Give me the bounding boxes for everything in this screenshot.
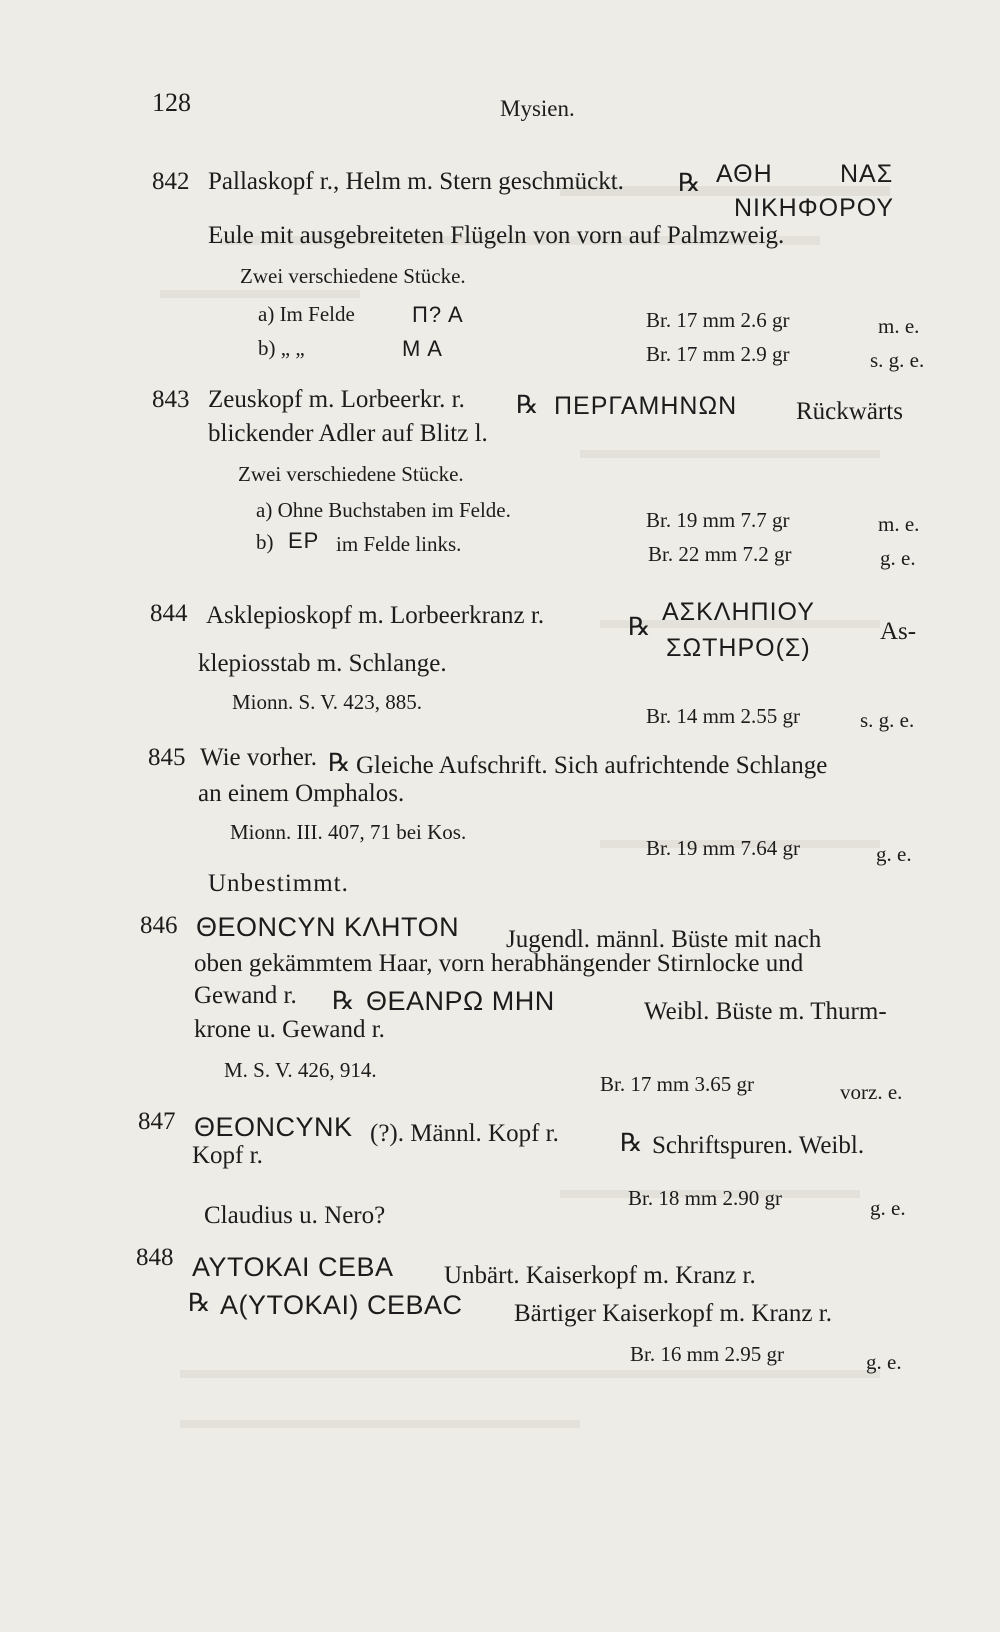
reverse-symbol: ℞ <box>328 750 351 777</box>
entry-text: Gleiche Aufschrift. Sich aufrichtende Schlange <box>356 752 828 779</box>
page-number: 128 <box>152 88 191 117</box>
coin-grade: g. e. <box>876 842 912 866</box>
entry-number: 842 <box>152 168 190 195</box>
entry-number: 845 <box>148 744 186 771</box>
coin-size: Br. 14 mm 2.55 gr <box>646 704 801 728</box>
reverse-symbol: ℞ <box>516 392 539 419</box>
entry-text: Schriftspuren. Weibl. <box>652 1132 865 1159</box>
entry-text: an einem Omphalos. <box>198 780 405 807</box>
coin-grade: g. e. <box>866 1350 902 1374</box>
variant-label: a) Ohne Buchstaben im Felde. <box>256 498 511 522</box>
entry-text: Unbärt. Kaiserkopf m. Kranz r. <box>444 1262 756 1289</box>
entry-text: As- <box>880 618 917 645</box>
entry-text: oben gekämmtem Haar, vorn herabhängender Stirnlocke und <box>194 950 804 977</box>
coin-grade: g. e. <box>870 1196 906 1220</box>
entry-number: 848 <box>136 1244 174 1271</box>
reverse-symbol: ℞ <box>188 1290 211 1317</box>
coin-grade: m. e. <box>878 314 920 338</box>
greek-legend: Π? Α <box>412 302 464 327</box>
entry-text: Rückwärts <box>796 398 903 425</box>
entry-number: 844 <box>150 600 188 627</box>
coin-size: Br. 16 mm 2.95 gr <box>630 1342 785 1366</box>
coin-size: Br. 17 mm 2.9 gr <box>646 342 790 366</box>
entry-text: Gewand r. <box>194 982 297 1009</box>
coin-reference: Mionn. III. 407, 71 bei Kos. <box>230 820 467 844</box>
coin-size: Br. 19 mm 7.64 gr <box>646 836 801 860</box>
entry-number: 843 <box>152 386 190 413</box>
subheading: Claudius u. Nero? <box>204 1202 386 1229</box>
reverse-symbol: ℞ <box>678 170 701 197</box>
coin-grade: s. g. e. <box>870 348 925 372</box>
entry-text: Zeuskopf m. Lorbeerkr. r. <box>208 386 465 413</box>
entry-text: Asklepioskopf m. Lorbeerkranz r. <box>206 602 545 629</box>
coin-size: Br. 17 mm 3.65 gr <box>600 1072 755 1096</box>
coin-grade: vorz. e. <box>840 1080 903 1104</box>
entry-note: Zwei verschiedene Stücke. <box>238 462 464 486</box>
running-title: Mysien. <box>500 96 575 121</box>
coin-size: Br. 19 mm 7.7 gr <box>646 508 790 532</box>
variant-label: a) Im Felde <box>258 302 355 326</box>
variant-label: b) „ „ <box>258 336 305 360</box>
greek-legend: ΘΕΑΝΡΩ ΜΗΝ <box>366 986 555 1016</box>
greek-legend: ΝΑΣ <box>840 160 894 188</box>
coin-size: Br. 18 mm 2.90 gr <box>628 1186 783 1210</box>
entry-text: klepiosstab m. Schlange. <box>198 650 447 677</box>
greek-legend: Α(ΥΤΟΚΑΙ) CΕΒΑC <box>220 1290 463 1320</box>
entry-text: krone u. Gewand r. <box>194 1016 385 1043</box>
entry-text: Wie vorher. <box>200 744 318 771</box>
coin-reference: M. S. V. 426, 914. <box>224 1058 377 1082</box>
entry-text: Weibl. Büste m. Thurm- <box>644 998 887 1025</box>
greek-legend: ΑΘΗ <box>716 160 773 188</box>
reverse-symbol: ℞ <box>620 1130 643 1157</box>
reverse-symbol: ℞ <box>628 614 651 641</box>
entry-text: (?). Männl. Kopf r. <box>370 1120 559 1147</box>
entry-note: Zwei verschiedene Stücke. <box>240 264 466 288</box>
greek-legend: ΕΡ <box>288 528 320 553</box>
entry-text: Pallaskopf r., Helm m. Stern geschmückt. <box>208 168 624 195</box>
greek-legend: ΑΥΤΟΚΑΙ CΕΒΑ <box>192 1252 394 1282</box>
entry-number: 846 <box>140 912 178 939</box>
greek-legend: ΑΣΚΛΗΠΙΟΥ <box>662 598 815 626</box>
greek-legend: ΘΕΟΝCΥΝΚ <box>194 1112 353 1142</box>
coin-size: Br. 22 mm 7.2 gr <box>648 542 792 566</box>
coin-size: Br. 17 mm 2.6 gr <box>646 308 790 332</box>
section-heading: Unbestimmt. <box>208 870 349 897</box>
coin-grade: s. g. e. <box>860 708 915 732</box>
greek-legend: Μ Α <box>402 336 443 361</box>
greek-legend: ΝΙΚΗΦΟΡΟΥ <box>734 194 895 222</box>
greek-legend: ΘΕΟΝCΥΝ ΚΛΗΤΟΝ <box>196 912 460 942</box>
coin-reference: Mionn. S. V. 423, 885. <box>232 690 423 714</box>
entry-text: Bärtiger Kaiserkopf m. Kranz r. <box>514 1300 832 1327</box>
entry-text: Kopf r. <box>192 1142 263 1169</box>
greek-legend: ΣΩΤΗΡΟ(Σ) <box>666 634 811 662</box>
variant-label: im Felde links. <box>336 532 462 556</box>
greek-legend: ΠΕΡΓΑΜΗΝΩΝ <box>554 392 738 420</box>
entry-text: Jugendl. männl. Büste mit nach <box>506 926 822 953</box>
coin-grade: g. e. <box>880 546 916 570</box>
entry-text: blickender Adler auf Blitz l. <box>208 420 488 447</box>
entry-number: 847 <box>138 1108 176 1135</box>
entry-text: Eule mit ausgebreiteten Flügeln von vorn auf Palmzweig. <box>208 222 785 249</box>
coin-grade: m. e. <box>878 512 920 536</box>
variant-prefix: b) <box>256 530 274 554</box>
reverse-symbol: ℞ <box>332 988 355 1015</box>
